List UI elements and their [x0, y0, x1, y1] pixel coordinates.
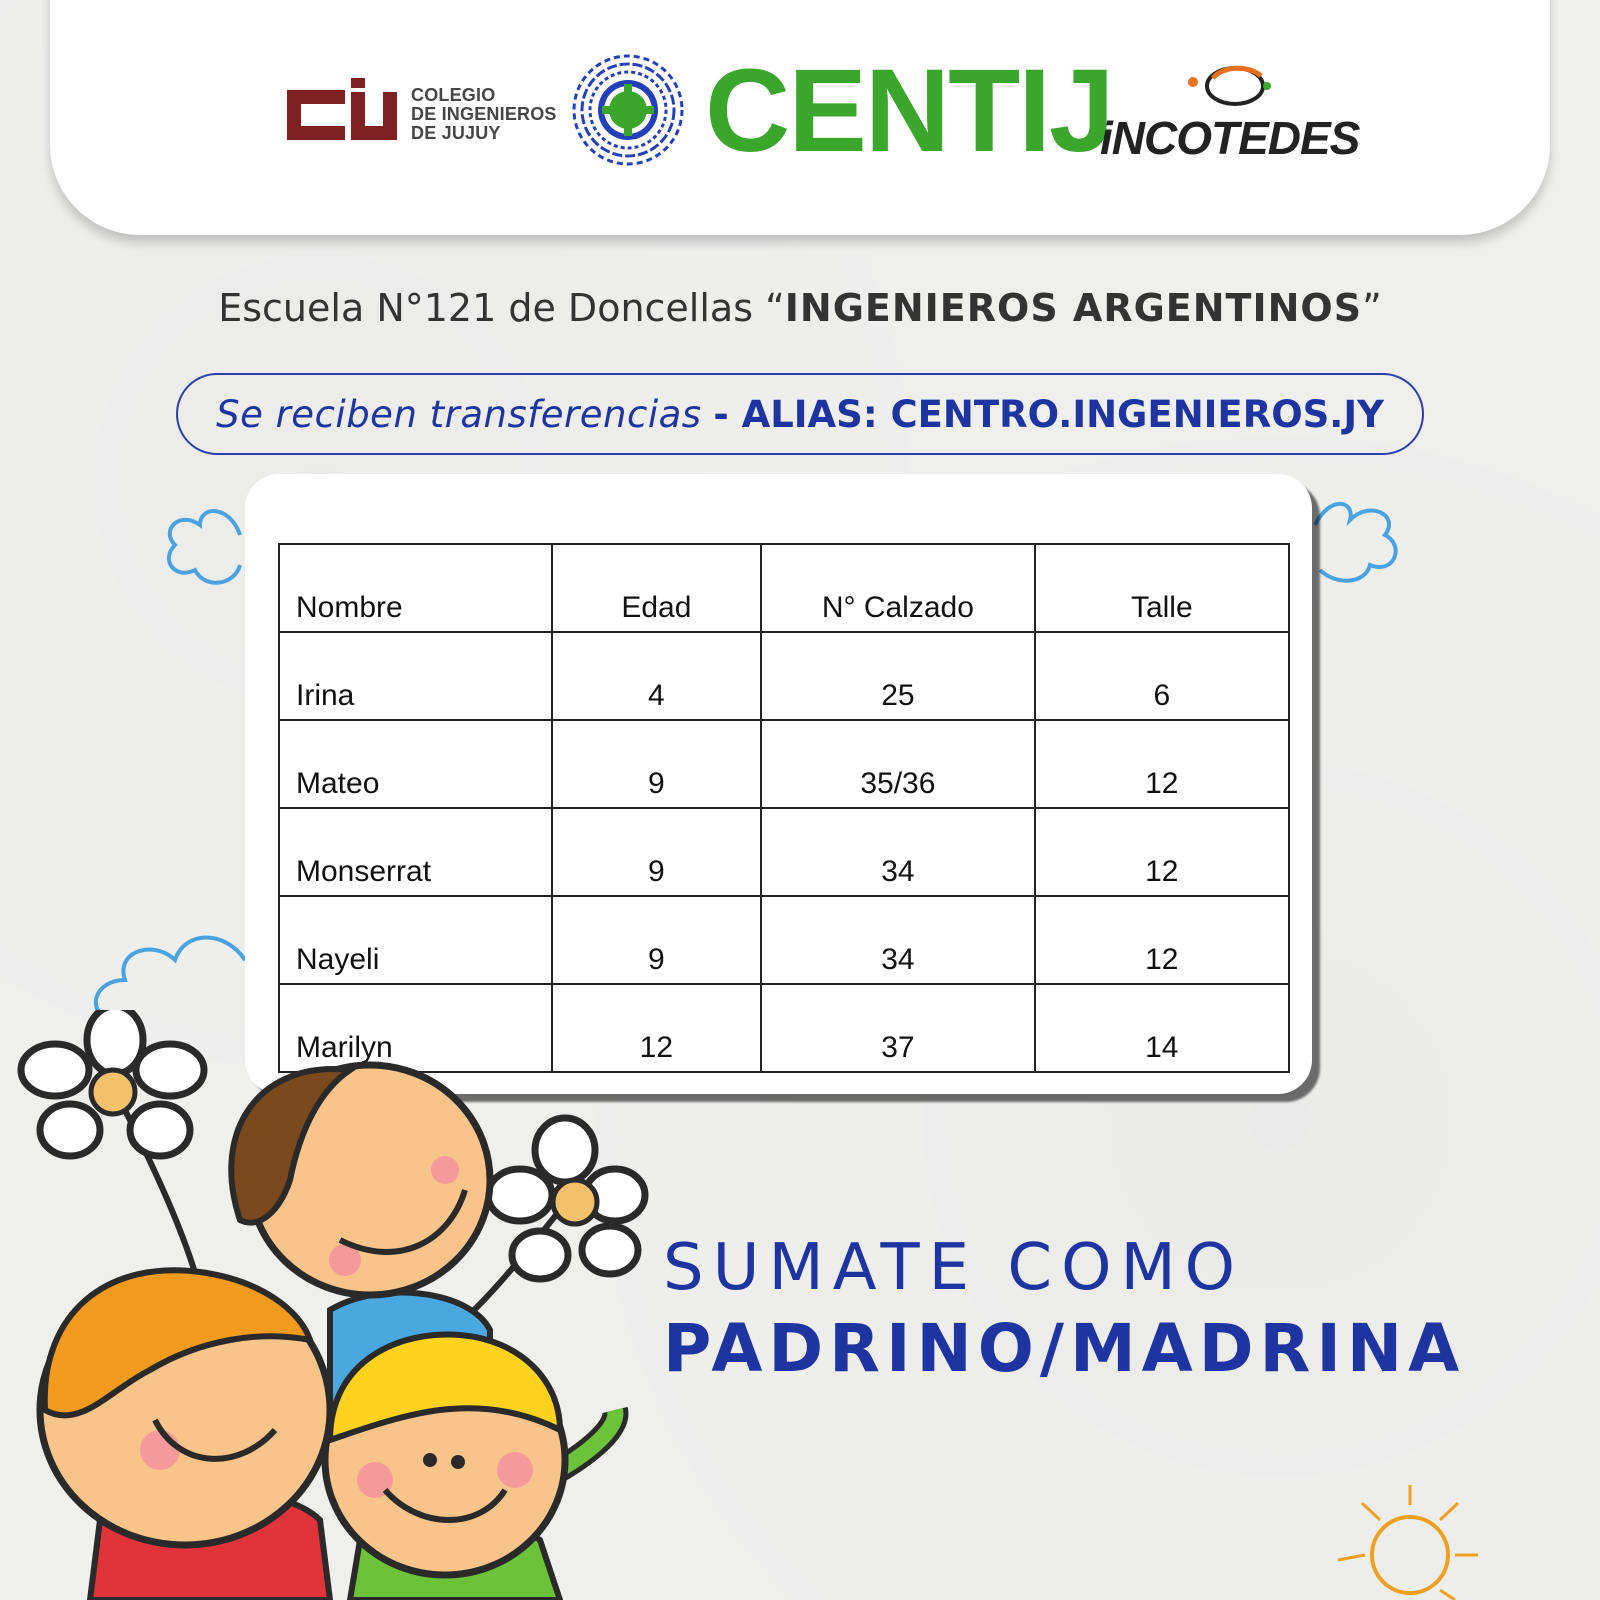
- cell-talle: 12: [1035, 808, 1289, 896]
- cloud-doodle-icon: [1310, 495, 1410, 595]
- cell-calzado: 25: [761, 632, 1034, 720]
- header-calzado: N° Calzado: [761, 544, 1034, 632]
- ci-logo-icon: [287, 78, 402, 140]
- cell-talle: 6: [1035, 632, 1289, 720]
- cell-edad: 12: [552, 984, 762, 1072]
- centij-gear-logo-icon: [568, 50, 688, 170]
- incotedes-brand: iNCOTEDES: [1100, 112, 1360, 164]
- header-edad: Edad: [552, 544, 762, 632]
- cloud-doodle-icon: [160, 495, 250, 595]
- cell-nombre: Irina: [279, 632, 552, 720]
- ci-logo-text: COLEGIO DE INGENIEROS DE JUJUY: [411, 85, 557, 143]
- cell-calzado: 34: [761, 896, 1034, 984]
- cta-line-1: SUMATE COMO: [663, 1231, 1245, 1305]
- school-title: Escuela N°121 de Doncellas “INGENIEROS ARGENTINOS”: [218, 286, 1382, 330]
- table-row: [279, 632, 1289, 720]
- header-nombre: Nombre: [279, 544, 552, 632]
- cell-edad: 4: [552, 632, 762, 720]
- children-table: [278, 543, 1290, 1073]
- cell-talle: 12: [1035, 896, 1289, 984]
- cell-nombre: Mateo: [279, 720, 552, 808]
- cell-calzado: 34: [761, 808, 1034, 896]
- cta-line-2: PADRINO/MADRINA: [663, 1310, 1466, 1387]
- header-talle: Talle: [1035, 544, 1289, 632]
- cell-edad: 9: [552, 720, 762, 808]
- sun-doodle-icon: [1330, 1465, 1480, 1600]
- cell-nombre: Nayeli: [279, 896, 552, 984]
- cell-talle: 12: [1035, 720, 1289, 808]
- incotedes-swirl-icon: [1185, 56, 1285, 116]
- table-row: [279, 808, 1289, 896]
- transfer-alias: - ALIAS: CENTRO.INGENIEROS.JY: [713, 393, 1384, 436]
- cell-calzado: 37: [761, 984, 1034, 1072]
- cell-nombre: Monserrat: [279, 808, 552, 896]
- children-cartoon-illustration: [0, 1010, 660, 1600]
- cell-calzado: 35/36: [761, 720, 1034, 808]
- cell-edad: 9: [552, 896, 762, 984]
- cell-nombre: Marilyn: [279, 984, 552, 1072]
- table-row: [279, 720, 1289, 808]
- table-row: [279, 896, 1289, 984]
- table-header-row: [279, 544, 1289, 632]
- cell-talle: 14: [1035, 984, 1289, 1072]
- cell-edad: 9: [552, 808, 762, 896]
- transfer-lead: Se reciben transferencias: [216, 393, 702, 436]
- transfer-alias-pill: [176, 373, 1424, 455]
- centij-brand: CENTIJ: [705, 45, 1113, 177]
